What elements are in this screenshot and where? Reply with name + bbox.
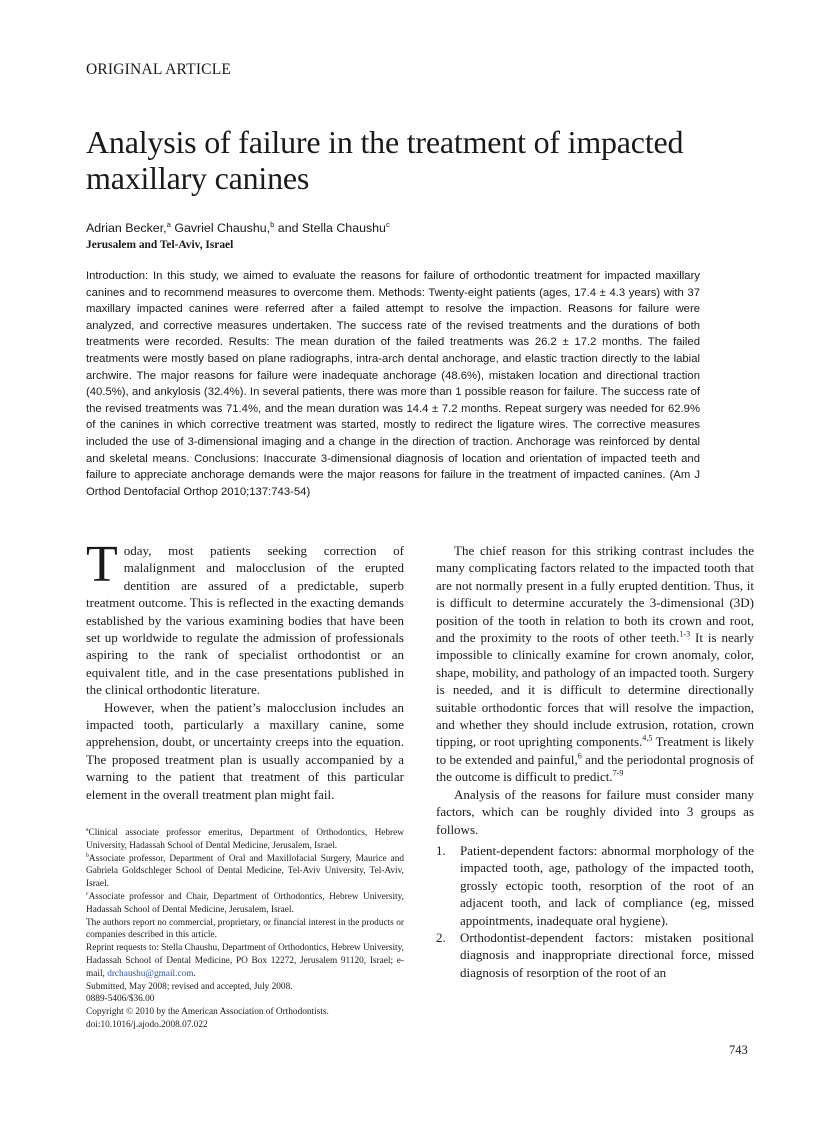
footnotes	[86, 827, 404, 1032]
affiliation-mark: a	[166, 219, 171, 229]
paragraph-text: and the periodontal prognosis of the outcome is difficult to predict.	[436, 751, 754, 785]
footnote-mark: c	[86, 890, 89, 897]
footnote-mark: a	[86, 826, 89, 833]
affiliation-mark: b	[270, 219, 275, 229]
footnote-text: .	[193, 968, 196, 979]
list-text: Patient-dependent factors: abnormal morphology of the impacted tooth, age, pathology of the impacted tooth, grossly ectopic tooth, resorption of the root of an adjacent tooth, and lack of compliance (eg, missed appointments, inadequate oral hygiene).	[460, 842, 754, 928]
footnote-issn: 0889-5406/$36.00	[86, 994, 155, 1005]
author-list	[86, 221, 746, 235]
footnote-submitted: Submitted, May 2008; revised and accepted, July 2008.	[86, 981, 293, 992]
footnote-mark: b	[86, 852, 89, 859]
body-paragraph	[86, 536, 404, 699]
article-title: Analysis of failure in the treatment of impacted maxillary canines	[86, 124, 684, 196]
footnote-text: Clinical associate professor emeritus, Department of Orthodontics, Hebrew University, Hadassah School of Dental Medicine, Jerusalem, Israel.	[86, 828, 404, 851]
factor-list	[436, 842, 754, 981]
paragraph-text: oday, most patients seeking correction of malalignment and malocclusion of the erupted dentition are assured of a predictable, superb treatment outcome. This is reflected in the exacting demands established by the various examining bodies that have been set up worldwide to regulate the admission of professionals aspiring to the rank of specialist orthodontist or an equivalent title, and in the case presentations published in the clinical orthodontic literature.	[86, 543, 404, 698]
citation-ref: 7-9	[612, 768, 624, 778]
body-paragraph: However, when the patient’s malocclusion includes an impacted tooth, particularly a maxillary canine, some apprehension, doubt, or uncertainty creeps into the equation. The proposed treatment plan is usually accompanied by a warning to the patient that treatment of this particular element in the overall treatment plan might fail.	[86, 699, 404, 802]
footnote-disclosure: The authors report no commercial, proprietary, or financial interest in the products or companies described in this article.	[86, 917, 404, 941]
list-number: 2.	[436, 929, 446, 945]
footnote-text: Reprint requests to: Stella Chaushu, Department of Orthodontics, Hebrew University, Hadassah School of Dental Medicine, PO Box 12272, Jerusalem 91120, Israel; e-mail,	[86, 943, 405, 979]
list-number: 1.	[436, 842, 446, 858]
body-paragraph: Analysis of the reasons for failure must consider many factors, which can be roughly divided into 3 groups as follows.	[436, 786, 754, 837]
footnote-affiliation-c	[86, 891, 404, 917]
citation-ref: 1-3	[679, 629, 691, 639]
list-text: Orthodontist-dependent factors: mistaken positional diagnosis and inappropriate directional force, missed diagnosis of resorption of the root of an	[460, 929, 754, 980]
affiliation-mark: c	[385, 219, 390, 229]
paragraph-text: It is nearly impossible to clinically examine for crown anomaly, color, shape, mobility, and pathology of an impacted tooth. Surgery is needed, and it is difficult to determine directionally suitable orthodontic forces that will resolve the impaction, and whether they should include extrusion, rotation, crown tipping, or root uprighting components.	[436, 630, 754, 750]
author	[86, 221, 171, 235]
author	[278, 221, 390, 235]
section-label: ORIGINAL ARTICLE	[86, 61, 232, 78]
footnote-affiliation-b	[86, 853, 404, 891]
drop-cap: T	[86, 536, 118, 593]
paragraph-text: Treatment is likely to be extended and painful,	[436, 734, 755, 767]
author	[174, 221, 274, 235]
footnote-affiliation-a	[86, 827, 404, 853]
footnote-doi: doi:10.1016/j.ajodo.2008.07.022	[86, 1019, 208, 1030]
author-name: Adrian Becker,	[86, 221, 167, 235]
abstract: Introduction: In this study, we aimed to evaluate the reasons for failure of orthodontic treatment for impacted maxillary canines and to recommend measures to overcome them. Methods: Twenty-eight patients (ages, 17.4 ± 4.3 years) with 37 maxillary impacted canines were referred after a failed attempt to resolve the impaction. Reasons for failure were analyzed, and corrective measures undertaken. The success rate of the revised treatments and the durations of both treatments were recorded. Results: The mean duration of the failed treatments was 26.2 ± 17.2 months. The failed treatments were mostly based on plane radiographs, intra-arch dental anchorage, and elastic traction directly to the labial archwire. The major reasons for failure were inadequate anchorage (48.6%), mistaken location and directional traction (40.5%), and ankylosis (32.4%). In several patients, there was more than 1 possible reason for failure. The success rate of the revised treatments was 71.4%, and the mean duration was 14.4 ± 7.2 months. Repeat surgery was needed for 62.9% of the canines in which corrective treatment was started, mostly to redirect the ligature wires. The corrective measures included the use of 3-dimensional imaging and a change in the direction of traction. Anchorage was reinforced by dental and skeletal means. Conclusions: Inaccurate 3-dimensional diagnosis of location and orientation of impacted teeth and failure to appreciate anchorage demands were the major reasons for failure in the treatment of impacted canines. (Am J Orthod Dentofacial Orthop 2010;137:743-54)	[86, 270, 700, 498]
body-column-left	[86, 536, 404, 803]
footnote-text: Associate professor and Chair, Department of Orthodontics, Hebrew University, Hadassah School of Dental Medicine, Jerusalem, Israel.	[86, 891, 404, 915]
author-affiliation: Jerusalem and Tel-Aviv, Israel	[86, 239, 234, 251]
list-item	[436, 842, 754, 929]
body-paragraph	[436, 542, 754, 786]
author-name: and Stella Chaushu	[277, 221, 386, 235]
author-name: Gavriel Chaushu,	[174, 221, 271, 235]
page-number: 743	[729, 1043, 748, 1057]
paragraph-text: The chief reason for this striking contrast includes the many complicating factors related to the impacted tooth that are not normally present in a fully erupted dentition. Thus, it is difficult to determine accurately the 3-dimensional (3D) position of the tooth in relation to both its crown and root, and the proximity to the roots of other teeth.	[436, 543, 754, 646]
body-column-right	[436, 542, 754, 981]
citation-ref: 4,5	[642, 734, 653, 744]
list-item	[436, 929, 754, 981]
footnote-copyright: Copyright © 2010 by the American Association of Orthodontists.	[86, 1007, 329, 1018]
footnote-reprint	[86, 942, 404, 980]
email-link[interactable]: drchaushu@gmail.com	[107, 968, 194, 979]
citation-ref: 6	[577, 751, 582, 761]
footnote-text: Associate professor, Department of Oral and Maxillofacial Surgery, Maurice and Gabriela Goldschleger School of Dental Medicine, Tel-Aviv University, Tel-Aviv, Israel.	[86, 853, 404, 890]
